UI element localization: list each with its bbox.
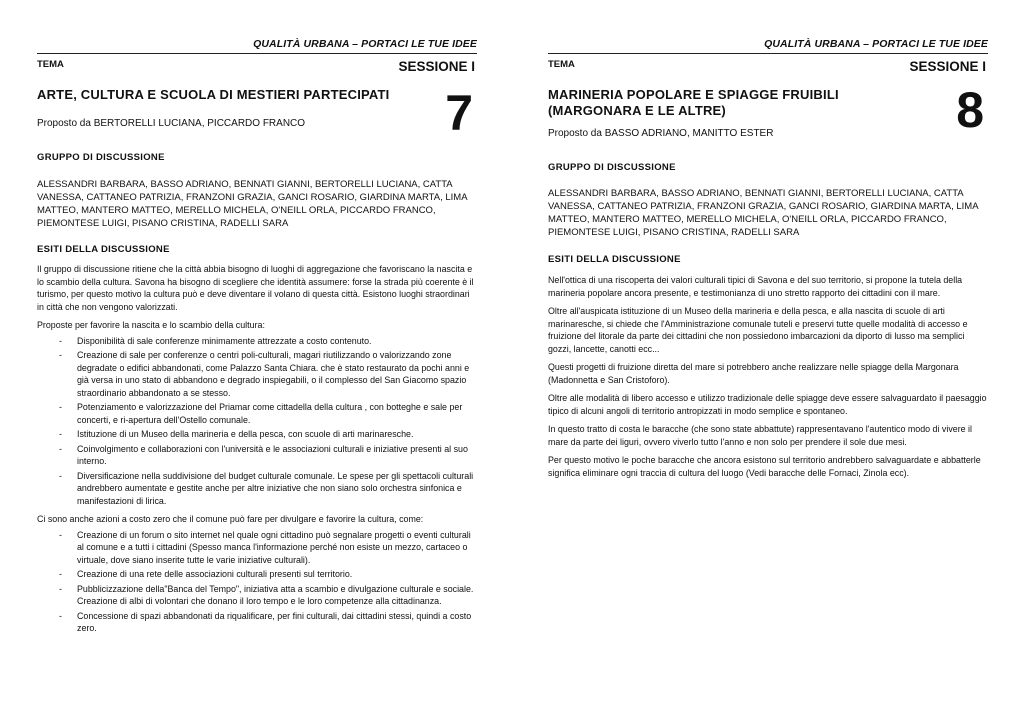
list-item: - Istituzione di un Museo della marineria e della pesca, con scuole di arti marinaresche. [37, 428, 477, 441]
theme-number: 7 [445, 85, 473, 141]
results-paragraph: Oltre all'auspicata istituzione di un Museo della marineria e della pesca, e alla nascita di scuole di arti marinaresche, si chiede che l'Amministrazione comunale tuteli e preservi tutte quelle modalità di accesso e fruizione del litorale da parte dei cittadini che non possiedono imbarcazioni da diporto di lusso ma semplici gozzi, lancette, canotti ecc... [548, 306, 968, 354]
results-heading: ESITI DELLA DISCUSSIONE [548, 254, 681, 265]
theme-title-line2: (MARGONARA E LE ALTRE) [548, 103, 726, 118]
theme-number: 8 [956, 82, 984, 138]
results-body [37, 263, 477, 641]
results-paragraph: In questo tratto di costa le baracche (che sono state abbattute) rappresentavano l'autentico modo di vivere il mare da parte dei liguri, ovvero viverlo tutto l'anno e non solo per prendere il sole due mesi. [548, 424, 973, 447]
page-header: QUALITÀ URBANA – PORTACI LE TUE IDEE [764, 38, 988, 50]
list-item: - Potenziamento e valorizzazione del Priamar come cittadella della cultura , con botteghe e sale per concerti, e ri-apertura dell'Ostello comunale. [37, 401, 477, 426]
list-item: - Coinvolgimento e collaborazioni con l'università e le associazioni culturali e iniziative presenti al suo interno. [37, 443, 477, 468]
intro-paragraph: Il gruppo di discussione ritiene che la città abbia bisogno di luoghi di aggregazione che favoriscano la nascita e lo scambio della cultura. Savona ha bisogno di scegliere che identità assumere: forse la strada più coerente è il turismo, per questo motivo la cultura può e deve diventare il volano di questa città. Esistono luoghi straordinari in città che non vengono valorizzati. [37, 264, 474, 312]
results-heading: ESITI DELLA DISCUSSIONE [37, 244, 170, 255]
proposed-by: Proposto da BERTORELLI LUCIANA, PICCARDO FRANCO [37, 118, 306, 129]
list-item: - Diversificazione nella suddivisione del budget culturale comunale. Le spese per gli spettacoli culturali andrebbero aumentate e gestite anche per altre iniziative che non siano solo orchestra sinfonica e manifestazioni di lirica. [37, 470, 477, 508]
group-heading: GRUPPO DI DISCUSSIONE [548, 162, 676, 173]
list-item: - Concessione di spazi abbandonati da riqualificare, per fini culturali, dai cittadini stessi, quindi a costo zero. [37, 610, 477, 635]
theme-title: ARTE, CULTURA E SCUOLA DI MESTIERI PARTECIPATI [37, 87, 390, 102]
session-label: SESSIONE I [909, 59, 986, 74]
tema-label: TEMA [548, 59, 575, 70]
results-paragraph: Questi progetti di fruizione diretta del mare si potrebbero anche realizzare nelle spiagge della Margonara (Madonnetta e San Cristoforo). [548, 362, 959, 385]
list-item: - Creazione di un forum o sito internet nel quale ogni cittadino può segnalare progetti o eventi culturali al comune e a tutti i cittadini (Spesso manca l'informazione perché non esiste un mezzo, cartaceo o virtuale, dove siano inserite tutte le varie iniziative culturali). [37, 529, 477, 567]
actions-list [37, 529, 477, 635]
list-item: - Pubblicizzazione della"Banca del Tempo", iniziativa atta a scambio e divulgazione culturale e sociale. Creazione di albi di volontari che donano il loro tempo e le loro competenze alla cittadinanza. [37, 583, 477, 608]
proposals-list [37, 335, 477, 508]
proposals-intro: Proposte per favorire la nascita e lo scambio della cultura: [37, 320, 265, 330]
list-item: - Creazione di sale per conferenze o centri poli-culturali, magari riutilizzando o valorizzando zone degradate o edifici abbandonati, come Palazzo Santa Chiara. che è stato restaurato da pochi anni e già versa in uno stato di abbandono e degrado inspiegabili, o il complesso del San Giacomo spazio straordinario abbandonato a se stesso. [37, 349, 477, 399]
results-body [548, 274, 988, 485]
actions-intro: Ci sono anche azioni a costo zero che il comune può fare per divulgare e favorire la cultura, come: [37, 514, 424, 524]
list-item: - Disponibilità di sale conferenze minimamente attrezzate a costo contenuto. [37, 335, 477, 348]
results-paragraph: Oltre alle modalità di libero accesso e utilizzo tradizionale delle spiagge deve essere salvaguardato il paesaggio tipico di alcuni angoli di territorio antropizzati in modo semplice e spontaneo. [548, 393, 987, 416]
header-rule [548, 53, 988, 54]
page-header: QUALITÀ URBANA – PORTACI LE TUE IDEE [253, 38, 477, 50]
session-label: SESSIONE I [398, 59, 475, 74]
theme-title [548, 87, 908, 119]
header-rule [37, 53, 477, 54]
results-paragraph: Nell'ottica di una riscoperta dei valori culturali tipici di Savona e del suo territorio, si propone la tutela della marineria popolare ancora presente, e testimonianza di uno stretto rapporto dei cittadini con il mare. [548, 275, 963, 298]
tema-label: TEMA [37, 59, 64, 70]
results-paragraph: Per questo motivo le poche baracche che ancora esistono sul territorio andrebbero salvaguardate e abbatterle significa eliminare ogni traccia di cultura del luogo (Vedi baracche delle Fornaci, Zinola ecc). [548, 455, 981, 478]
group-members: ALESSANDRI BARBARA, BASSO ADRIANO, BENNATI GIANNI, BERTORELLI LUCIANA, CATTA VANESSA, CATTANEO PATRIZIA, FRANZONI GRAZIA, GANCI ROSARIO, GIARDINA MARTA, LIMA MATTEO, MANTERO MATTEO, MERELLO MICHELA, O'NEILL ORLA, PICCARDO FRANCO, PIEMONTESE LUIGI, PISANO CRISTINA, RADELLI SARA [548, 188, 979, 238]
group-members: ALESSANDRI BARBARA, BASSO ADRIANO, BENNATI GIANNI, BERTORELLI LUCIANA, CATTA VANESSA, CATTANEO PATRIZIA, FRANZONI GRAZIA, GANCI ROSARIO, GIARDINA MARTA, LIMA MATTEO, MANTERO MATTEO, MERELLO MICHELA, O'NEILL ORLA, PICCARDO FRANCO, PIEMONTESE LUIGI, PISANO CRISTINA, RADELLI SARA [37, 179, 468, 229]
list-item: - Creazione di una rete delle associazioni culturali presenti sul territorio. [37, 568, 477, 581]
group-heading: GRUPPO DI DISCUSSIONE [37, 152, 165, 163]
theme-title-line1: MARINERIA POPOLARE E SPIAGGE FRUIBILI [548, 87, 839, 102]
proposed-by: Proposto da BASSO ADRIANO, MANITTO ESTER [548, 128, 774, 139]
